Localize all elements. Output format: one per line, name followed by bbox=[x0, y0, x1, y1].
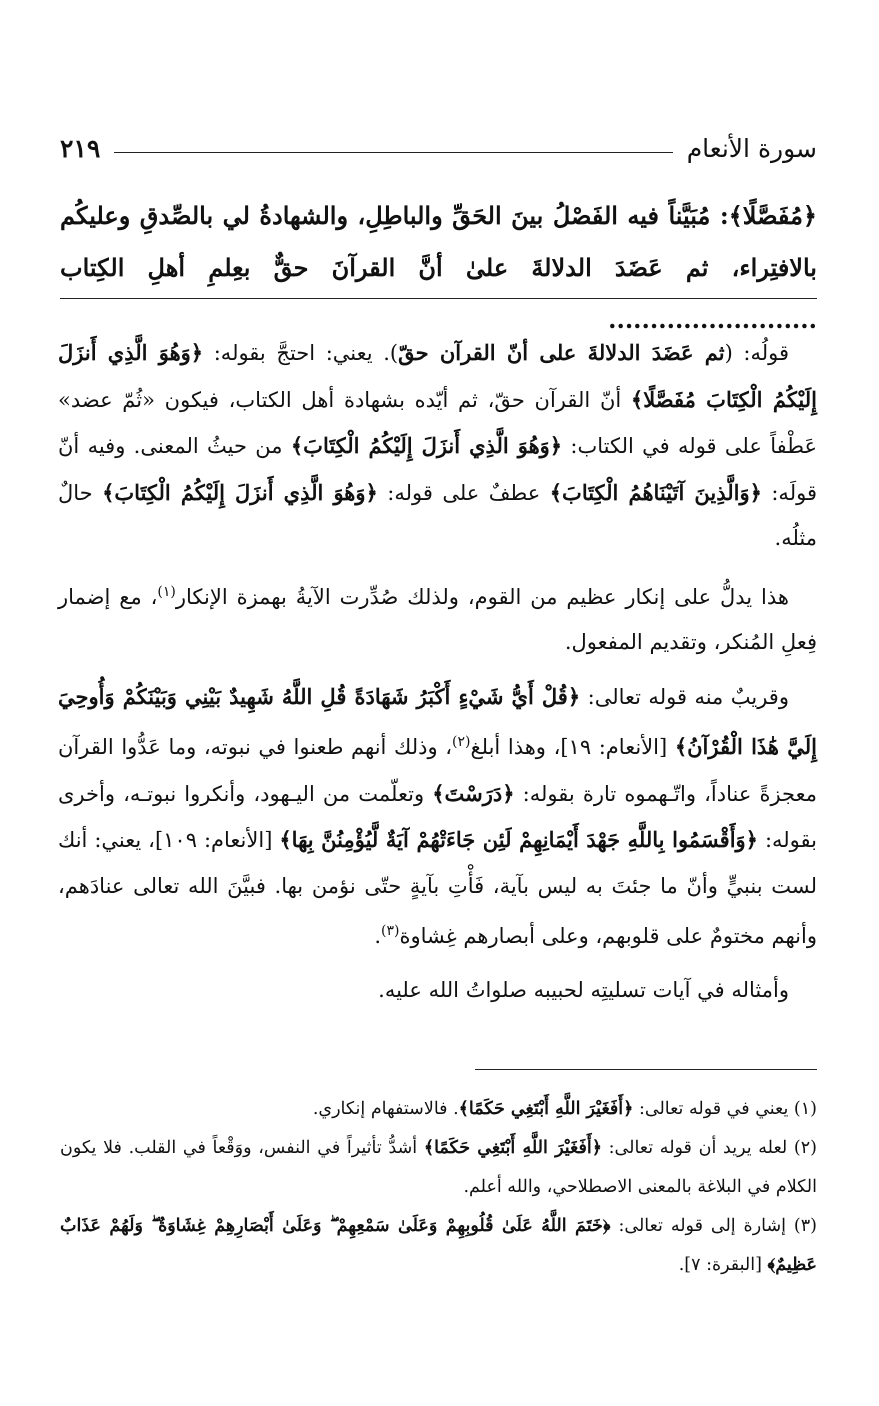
main-text-segment: : مُبَيَّناً فيه الفَصْلُ بينَ الحَقِّ والباطِلِ، والشهادةُ لي بالصِّدقِ وعليكُم بالافتِراء، bbox=[60, 201, 817, 282]
quran-quote: ﴿وَأَقْسَمُوا بِاللَّهِ جَهْدَ أَيْمَانِهِمْ لَئِن جَاءَتْهُمْ آيَةٌ لَّيُؤْمِنُنَّ بِهَا﴾ bbox=[279, 827, 758, 852]
footnote-ref: (١) bbox=[157, 583, 176, 600]
quran-quote: ﴿أَفَغَيْرَ اللَّهِ أَبْتَغِي حَكَمًا﴾ bbox=[423, 1138, 602, 1158]
quran-quote: ﴿وَالَّذِينَ آتَيْنَاهُمُ الْكِتَابَ﴾ bbox=[549, 479, 762, 505]
main-text bbox=[60, 190, 817, 346]
quran-quote: ثم عَضَدَ الدلالةَ على أنّ القرآن حقّ bbox=[398, 340, 725, 365]
text-segment: [الأنعام: ١٠٩]، يعني: أنك لست بنبيٍّ وأنّ ما جئتَ به ليس بآية، فَأْتِ بآيةٍ حتّى نؤمن بها. فبيَّنَ الله تعالى عنادَهم، وأنهم مختومٌ على قلوبهم، وعلى أبصارهم غِشاوة bbox=[58, 828, 817, 948]
text-segment: . فالاستفهام إنكاري. bbox=[312, 1099, 459, 1119]
text-segment: ، مع إضمار فِعلِ المُنكر، وتقديم المفعول. bbox=[58, 584, 817, 654]
quran-quote: ﴿مُفَصَّلًا﴾ bbox=[728, 201, 817, 230]
text-segment: (٢) لعله يريد أن قوله تعالى: bbox=[601, 1138, 817, 1158]
quran-quote: ﴿قُلْ أَيُّ شَيْءٍ أَكْبَرُ شَهَادَةً قُلِ اللَّهُ شَهِيدٌ بَيْنِي وَبَيْنَكُمْ وَأُوحِيَ إِلَيَّ هَٰذَا الْقُرْآنُ﴾ bbox=[58, 683, 817, 759]
page-number: ٢١٩ bbox=[60, 133, 101, 163]
text-segment: [الأنعام: ١٩]، وهذا أبلغ bbox=[470, 735, 675, 759]
footnote bbox=[60, 1207, 817, 1285]
quran-quote: ﴿وَهُوَ الَّذِي أَنزَلَ إِلَيْكُمُ الْكِتَابَ﴾ bbox=[290, 433, 563, 458]
commentary bbox=[58, 330, 817, 1013]
footnote-ref: (٣) bbox=[381, 923, 400, 939]
running-header bbox=[60, 128, 817, 168]
quran-quote: ﴿أَفَغَيْرَ اللَّهِ أَبْتَغِي حَكَمًا﴾ bbox=[458, 1099, 634, 1119]
text-segment: ). يعني: احتجَّ بقوله: bbox=[203, 341, 399, 365]
text-segment: أنّ القرآن حقّ، ثم أيّده بشهادة أهل الكتاب، فيكون «ثُمّ عضد» عَطْفاً على قوله في الكتاب: bbox=[58, 387, 818, 458]
text-segment: ، وذلك أنهم طعنوا في نبوته، وما عَدُّوا القرآن معجزةً عناداً، واتّـهموه تارة بقوله: bbox=[58, 735, 817, 806]
text-segment: من حيثُ المعنى. وفيه أنّ قولَه: bbox=[58, 434, 817, 505]
footnote-divider bbox=[475, 1069, 817, 1070]
text-segment: (٣) إشارة إلى قوله تعالى: bbox=[610, 1216, 817, 1236]
commentary-paragraph bbox=[58, 674, 817, 960]
footnotes bbox=[60, 1090, 817, 1285]
footnote-ref: (٢) bbox=[451, 734, 471, 750]
main-text-highlight: ثم عَضَدَ الدلالةَ علىٰ أنَّ القرآنَ حقٌّ بعِلمِ أهلِ الكِتاب bbox=[60, 253, 709, 282]
text-segment: عطفٌ على قوله: bbox=[377, 480, 550, 505]
dotted-leader: ......................... bbox=[608, 305, 817, 334]
quran-quote: ﴿وَهُوَ الَّذِي أَنزَلَ إِلَيْكُمُ الْكِتَابَ﴾ bbox=[102, 479, 378, 505]
surah-title: سورة الأنعام bbox=[686, 133, 817, 163]
quran-quote: ﴿خَتَمَ اللَّهُ عَلَىٰ قُلُوبِهِمْ وَعَلَىٰ سَمْعِهِمْ ۖ وَعَلَىٰ أَبْصَارِهِمْ غِشَاوَةٌ ۖ وَلَهُمْ عَذَابٌ عَظِيمٌ﴾ bbox=[60, 1216, 817, 1275]
text-segment: (١) يعني في قوله تعالى: bbox=[633, 1099, 817, 1119]
footnote bbox=[60, 1129, 817, 1207]
text-segment: قولُه: ( bbox=[724, 341, 789, 365]
quran-quote: ﴿دَرَسْتَ﴾ bbox=[432, 780, 515, 806]
text-segment: حالٌ مثلُه. bbox=[58, 480, 817, 550]
text-segment: . bbox=[374, 924, 382, 948]
text-segment: هذا يدلُّ على إنكار عظيم من القوم، ولذلك صُدِّرت الآيةُ بهمزة الإنكار bbox=[175, 584, 789, 609]
text-segment: وتعلّمت من اليـهود، وأنكروا نبوتـه، وأخرى بقوله: bbox=[58, 781, 818, 852]
text-segment: [البقرة: ٧]. bbox=[678, 1255, 768, 1275]
header-rule bbox=[114, 152, 672, 153]
commentary-paragraph: وأمثاله في آيات تسليتِه لحبيبه صلواتُ الله عليه. bbox=[378, 977, 789, 1002]
text-segment: أشدُّ تأثيراً في النفس، ووَقْعاً في القلب. فلا يكون الكلام في البلاغة بالمعنى الاصطلاحي، والله أعلم. bbox=[60, 1138, 817, 1197]
commentary-paragraph bbox=[58, 330, 817, 562]
text-segment: وقريبٌ منه قوله تعالى: bbox=[580, 684, 789, 709]
quran-quote: ﴿وَهُوَ الَّذِي أَنزَلَ إِلَيْكُمُ الْكِتَابَ مُفَصَّلًا﴾ bbox=[58, 340, 817, 412]
commentary-paragraph bbox=[58, 570, 817, 666]
main-text-divider bbox=[60, 298, 817, 299]
footnote bbox=[60, 1090, 817, 1129]
